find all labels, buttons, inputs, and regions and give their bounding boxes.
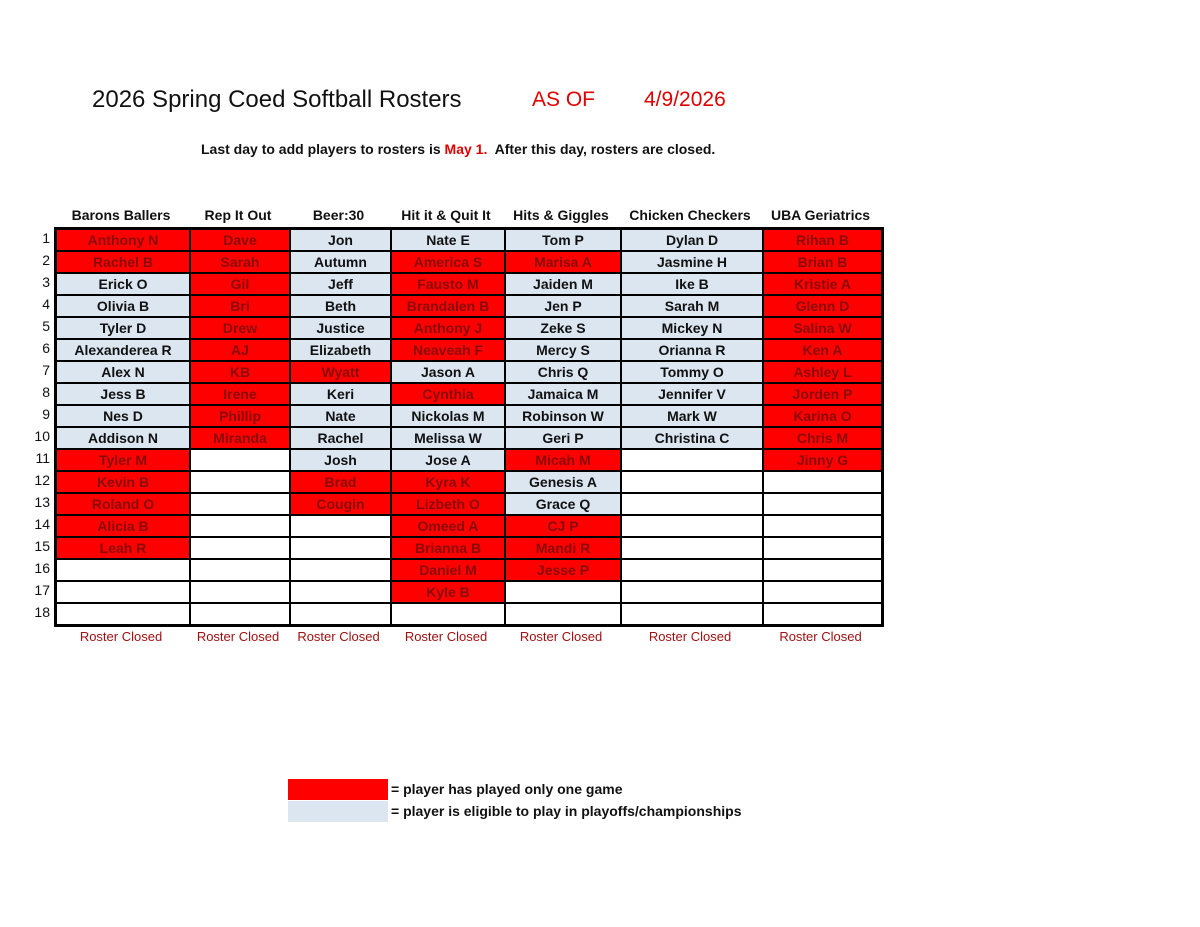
row-number: 2 (42, 252, 50, 268)
row-number: 11 (35, 450, 50, 466)
empty-cell (505, 581, 621, 603)
player-cell: Irene (190, 383, 290, 405)
player-cell: Salina W (763, 317, 883, 339)
empty-cell (290, 515, 391, 537)
player-cell: Mandi R (505, 537, 621, 559)
player-cell: Miranda (190, 427, 290, 449)
player-cell: Karina O (763, 405, 883, 427)
player-cell: Olivia B (56, 295, 191, 317)
player-cell: Sarah M (621, 295, 763, 317)
row-number: 18 (34, 604, 50, 620)
empty-cell (763, 471, 883, 493)
as-of-label: AS OF (532, 88, 596, 111)
player-cell: Mark W (621, 405, 763, 427)
player-cell: Jamaica M (505, 383, 621, 405)
player-cell: Alex N (56, 361, 191, 383)
team-header: UBA Geriatrics (770, 207, 871, 223)
player-cell: Gil (190, 273, 290, 295)
player-cell: Roland O (56, 493, 191, 515)
player-cell: Jess B (56, 383, 191, 405)
player-cell: Alicia B (56, 515, 191, 537)
player-cell: Tyler D (56, 317, 191, 339)
deadline-date: May 1. (444, 141, 488, 157)
row-number: 6 (42, 340, 50, 356)
team-header: Beer:30 (312, 207, 365, 223)
deadline-notice (201, 141, 715, 157)
table-row (56, 603, 883, 626)
player-cell: Cynthia (391, 383, 505, 405)
empty-cell (621, 603, 763, 626)
player-cell: Christina C (621, 427, 763, 449)
player-cell: Nickolas M (391, 405, 505, 427)
player-cell: Ike B (621, 273, 763, 295)
team-header: Hits & Giggles (513, 207, 609, 223)
row-number: 15 (34, 538, 50, 554)
team-header: Rep It Out (204, 207, 272, 223)
player-cell: KB (190, 361, 290, 383)
player-cell: Anthony J (391, 317, 505, 339)
row-number: 16 (34, 560, 50, 576)
player-cell: Jaiden M (505, 273, 621, 295)
player-cell: Zeke S (505, 317, 621, 339)
player-cell: Kyle B (391, 581, 505, 603)
roster-status: Roster Closed (196, 629, 280, 644)
player-cell: Ken A (763, 339, 883, 361)
roster-status: Roster Closed (297, 629, 380, 644)
player-cell: Jesse P (505, 559, 621, 581)
player-cell: Wyatt (290, 361, 391, 383)
team-header: Hit it & Quit It (401, 207, 491, 223)
player-cell: AJ (190, 339, 290, 361)
table-row (56, 559, 883, 581)
table-row (56, 339, 883, 361)
empty-cell (190, 515, 290, 537)
player-cell: Drew (190, 317, 290, 339)
row-number: 4 (42, 296, 50, 312)
player-cell: Grace Q (505, 493, 621, 515)
player-cell: Bri (190, 295, 290, 317)
row-number: 17 (34, 582, 50, 598)
table-row (56, 493, 883, 515)
team-header: Barons Ballers (71, 207, 171, 223)
row-number: 5 (42, 318, 50, 334)
player-cell: Tom P (505, 229, 621, 252)
player-cell: Alexanderea R (56, 339, 191, 361)
player-cell: Nate E (391, 229, 505, 252)
table-row (56, 515, 883, 537)
player-cell: Jason A (391, 361, 505, 383)
empty-cell (190, 603, 290, 626)
empty-cell (621, 515, 763, 537)
player-cell: Jennifer V (621, 383, 763, 405)
table-row (56, 581, 883, 603)
row-number: 3 (42, 274, 50, 290)
player-cell: Robinson W (505, 405, 621, 427)
roster-status: Roster Closed (519, 629, 603, 644)
empty-cell (621, 449, 763, 471)
empty-cell (505, 603, 621, 626)
player-cell: Ashley L (763, 361, 883, 383)
empty-cell (56, 603, 191, 626)
player-cell: Sarah (190, 251, 290, 273)
player-cell: Neaveah F (391, 339, 505, 361)
player-cell: Kyra K (391, 471, 505, 493)
player-cell: Dylan D (621, 229, 763, 252)
player-cell: Jose A (391, 449, 505, 471)
player-cell: Genesis A (505, 471, 621, 493)
player-cell: Jasmine H (621, 251, 763, 273)
player-cell: Keri (290, 383, 391, 405)
player-cell: Jorden P (763, 383, 883, 405)
empty-cell (763, 603, 883, 626)
player-cell: Orianna R (621, 339, 763, 361)
legend-eligible: = player is eligible to play in playoffs/championships (391, 803, 742, 819)
empty-cell (190, 471, 290, 493)
notice-text-after: After this day, rosters are closed. (487, 141, 716, 157)
player-cell: Jeff (290, 273, 391, 295)
empty-cell (763, 581, 883, 603)
player-cell: Glenn D (763, 295, 883, 317)
roster-status: Roster Closed (648, 629, 732, 644)
empty-cell (190, 559, 290, 581)
table-row (56, 537, 883, 559)
roster-status: Roster Closed (404, 629, 488, 644)
player-cell: Brad (290, 471, 391, 493)
table-row (56, 229, 883, 252)
legend-swatch-one-game (288, 779, 388, 800)
player-cell: Jen P (505, 295, 621, 317)
roster-status: Roster Closed (779, 629, 862, 644)
player-cell: Rachel B (56, 251, 191, 273)
empty-cell (290, 603, 391, 626)
table-row (56, 317, 883, 339)
empty-cell (621, 471, 763, 493)
row-number: 13 (34, 494, 50, 510)
player-cell: Leah R (56, 537, 191, 559)
table-row (56, 449, 883, 471)
empty-cell (190, 449, 290, 471)
player-cell: Erick O (56, 273, 191, 295)
legend-swatch-eligible (288, 801, 388, 822)
player-cell: Rihan B (763, 229, 883, 252)
empty-cell (763, 559, 883, 581)
player-cell: Mickey N (621, 317, 763, 339)
table-row (56, 471, 883, 493)
as-of-date: 4/9/2026 (644, 88, 726, 111)
table-row (56, 405, 883, 427)
empty-cell (290, 581, 391, 603)
empty-cell (621, 537, 763, 559)
player-cell: Dave (190, 229, 290, 252)
team-header: Chicken Checkers (629, 207, 751, 223)
player-cell: Anthony N (56, 229, 191, 252)
row-number: 12 (34, 472, 50, 488)
player-cell: Autumn (290, 251, 391, 273)
legend-one-game: = player has played only one game (391, 781, 623, 797)
player-cell: Jinny G (763, 449, 883, 471)
empty-cell (190, 493, 290, 515)
empty-cell (763, 493, 883, 515)
row-number: 8 (42, 384, 50, 400)
row-number: 9 (42, 406, 50, 422)
page-title: 2026 Spring Coed Softball Rosters (92, 86, 462, 113)
player-cell: Elizabeth (290, 339, 391, 361)
player-cell: Josh (290, 449, 391, 471)
empty-cell (290, 559, 391, 581)
player-cell: Justice (290, 317, 391, 339)
empty-cell (290, 537, 391, 559)
empty-cell (56, 581, 191, 603)
player-cell: Cougin (290, 493, 391, 515)
roster-status: Roster Closed (79, 629, 163, 644)
table-row (56, 273, 883, 295)
player-cell: Daniel M (391, 559, 505, 581)
player-cell: Beth (290, 295, 391, 317)
player-cell: Nate (290, 405, 391, 427)
empty-cell (621, 581, 763, 603)
table-row (56, 427, 883, 449)
player-cell: Jon (290, 229, 391, 252)
player-cell: Tommy O (621, 361, 763, 383)
empty-cell (391, 603, 505, 626)
player-cell: Nes D (56, 405, 191, 427)
player-cell: Kristie A (763, 273, 883, 295)
player-cell: Brianna B (391, 537, 505, 559)
row-number: 1 (42, 230, 50, 246)
empty-cell (190, 537, 290, 559)
empty-cell (621, 559, 763, 581)
notice-text: Last day to add players to rosters is (201, 141, 445, 157)
player-cell: Omeed A (391, 515, 505, 537)
player-cell: Phillip (190, 405, 290, 427)
empty-cell (56, 559, 191, 581)
roster-table (54, 227, 884, 627)
player-cell: Fausto M (391, 273, 505, 295)
table-row (56, 383, 883, 405)
player-cell: CJ P (505, 515, 621, 537)
empty-cell (763, 537, 883, 559)
empty-cell (190, 581, 290, 603)
player-cell: America S (391, 251, 505, 273)
player-cell: Tyler M (56, 449, 191, 471)
player-cell: Lizbeth O (391, 493, 505, 515)
row-number: 14 (34, 516, 50, 532)
player-cell: Brian B (763, 251, 883, 273)
table-row (56, 295, 883, 317)
player-cell: Chris M (763, 427, 883, 449)
empty-cell (621, 493, 763, 515)
player-cell: Micah M (505, 449, 621, 471)
table-row (56, 251, 883, 273)
row-number: 10 (34, 428, 50, 444)
player-cell: Addison N (56, 427, 191, 449)
player-cell: Rachel (290, 427, 391, 449)
empty-cell (763, 515, 883, 537)
table-row (56, 361, 883, 383)
player-cell: Melissa W (391, 427, 505, 449)
player-cell: Geri P (505, 427, 621, 449)
player-cell: Chris Q (505, 361, 621, 383)
player-cell: Marisa A (505, 251, 621, 273)
player-cell: Brandalen B (391, 295, 505, 317)
player-cell: Mercy S (505, 339, 621, 361)
player-cell: Kevin B (56, 471, 191, 493)
row-number: 7 (42, 362, 50, 378)
